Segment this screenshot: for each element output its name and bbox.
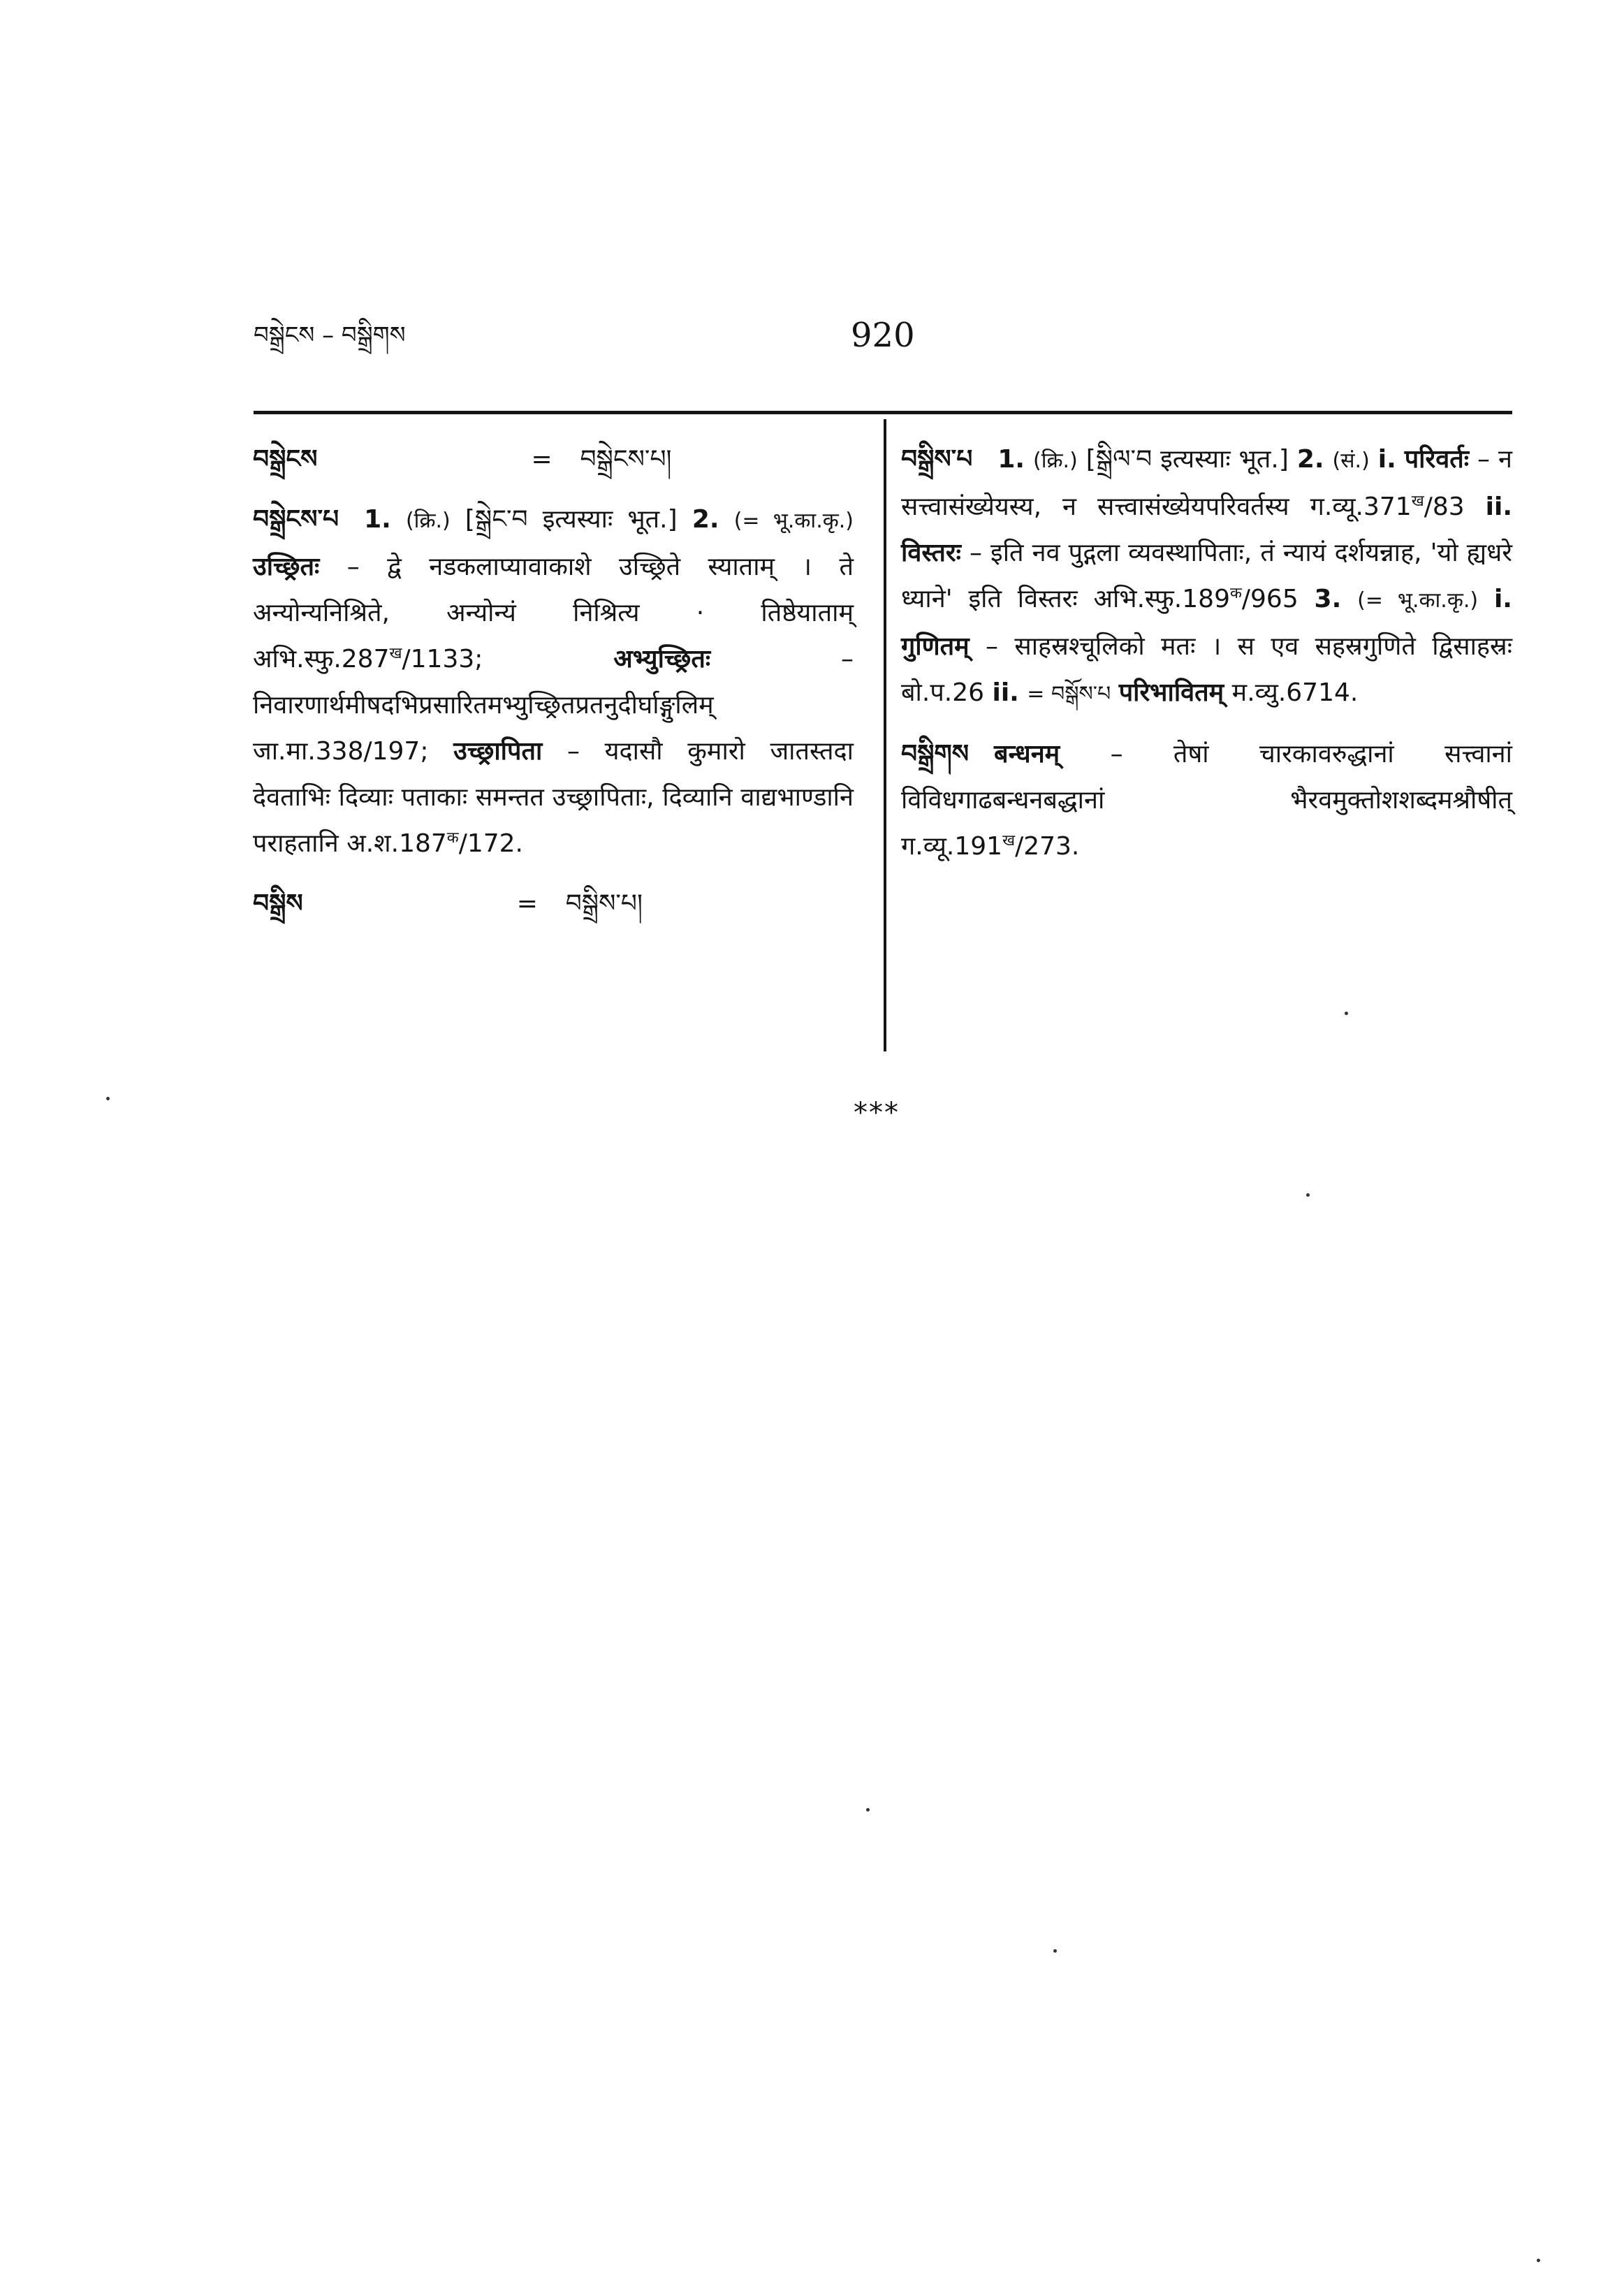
citation-text: /1133; <box>402 645 483 673</box>
citation-text: – न सत्त्वासंख्येयस्य, न सत्त्वासंख्येयपरिवर्तस्य ग.व्यू.371 <box>901 445 1512 521</box>
sense-number: 1. <box>364 505 391 534</box>
citation-text: – साहस्रश्चूलिको मतः । स एव सहस्रगुणिते द्विसाहस्रः बो.प.26 <box>901 632 1512 707</box>
header-rule <box>254 411 1512 414</box>
grammar-label: (क्रि.) <box>405 509 451 533</box>
scan-speck <box>866 1808 870 1812</box>
citation-text: /172. <box>458 829 523 858</box>
sanskrit-equivalent: उच्छ्रापिता <box>453 737 543 766</box>
citation-text: – द्वे नडकलाप्यावाकाशे उच्छ्रिते स्याताम् । ते अन्योन्यनिश्रिते, अन्योन्यं निश्रित्य · तिष्ठेयाताम् अभि.स्फु.287 <box>253 553 854 673</box>
scan-speck <box>1537 2259 1540 2262</box>
right-column <box>901 437 1512 884</box>
folio-side: ख <box>1002 832 1016 850</box>
sanskrit-equivalent: परिभावितम् <box>1118 678 1224 707</box>
folio-side: ख <box>1411 493 1424 510</box>
equals-sign: = <box>516 889 538 918</box>
headword: བསྒྲིས <box>253 889 303 918</box>
cross-reference: = བསྒོས་པ <box>1027 682 1111 706</box>
entry-bsgrengs <box>253 437 854 483</box>
etymology-note: [སྒྲིལ་བ इत्यस्याः भूत.] <box>1085 445 1289 474</box>
folio-side: ख <box>389 645 402 662</box>
grammar-label: (= भू.का.कृ.) <box>1357 588 1479 613</box>
folio-side: क <box>446 829 459 847</box>
section-end-asterisks: *** <box>854 1097 900 1129</box>
sense-number: 1. <box>997 445 1025 474</box>
grammar-label: (= भू.का.कृ.) <box>733 509 854 533</box>
column-divider <box>884 419 886 1051</box>
citation-text: – निवारणार्थमीषदभिप्रसारितमभ्युच्छ्रितप्रतनुदीर्घाङ्गुलिम् जा.मा.338/197; <box>253 645 854 766</box>
left-column <box>253 437 854 941</box>
folio-side: क <box>1229 585 1242 602</box>
entry-bsgris <box>253 881 854 927</box>
subsense-marker: ii. <box>992 678 1019 707</box>
sanskrit-equivalent: बन्धनम् <box>994 740 1060 768</box>
sanskrit-equivalent: गुणितम् <box>901 632 970 661</box>
subsense-marker: i. <box>1377 445 1396 474</box>
grammar-label: (सं.) <box>1332 449 1370 473</box>
scan-speck <box>106 1097 110 1100</box>
sanskrit-equivalent: परिवर्तः <box>1404 445 1470 474</box>
cross-reference: བསྒྲིས་པ། <box>565 889 643 918</box>
citation-text: – तेषां चारकावरुद्धानां सत्त्वानां विविधगाढबन्धनबद्धानां भैरवमुक्तोशशब्दमश्रौषीत् ग.व्यू.191 <box>901 740 1512 861</box>
citation-text: – इति नव पुद्गला व्यवस्थापिताः, तं न्यायं दर्शयन्नाह, 'यो ह्यधरे ध्याने' इति विस्तरः अभि.स्फु.189 <box>901 539 1512 613</box>
sense-number: 3. <box>1314 585 1342 613</box>
subsense-marker: ii. <box>1485 493 1512 521</box>
page-header <box>254 314 1511 370</box>
headword: བསྒྲིགས <box>901 740 970 768</box>
etymology-note: [སྒྲེང་བ इत्यस्याः भूत.] <box>464 505 678 534</box>
citation-text: – यदासौ कुमारो जातस्तदा देवताभिः दिव्याः पताकाः समन्तत उच्छ्रापिताः, दिव्यानि वाद्यभाण्डानि पराहतानि अ.श.187 <box>253 737 854 858</box>
citation-text: म.व्यु.6714. <box>1231 678 1359 707</box>
citation-text: /965 <box>1241 585 1299 613</box>
entry-bsgris-pa <box>901 437 1512 717</box>
entry-bsgrengs-pa <box>253 497 854 867</box>
scan-speck <box>1345 1012 1348 1015</box>
grammar-label: (क्रि.) <box>1033 449 1078 473</box>
running-head: བསྒྲེངས – བསྒྲིགས <box>254 321 406 349</box>
sense-number: 2. <box>1296 445 1324 474</box>
subsense-marker: i. <box>1493 585 1512 613</box>
citation-text: /83 <box>1424 493 1465 521</box>
page-number: 920 <box>851 316 915 355</box>
sense-number: 2. <box>692 505 719 534</box>
cross-reference: བསྒྲེངས་པ། <box>580 445 672 474</box>
equals-sign: = <box>531 445 553 474</box>
sanskrit-equivalent: विस्तरः <box>901 539 961 567</box>
scan-speck <box>1053 1949 1057 1953</box>
citation-text: /273. <box>1015 832 1080 861</box>
sanskrit-equivalent: उच्छ्रितः <box>253 553 320 581</box>
scan-speck <box>1306 1193 1310 1197</box>
entry-bsgrigs <box>901 731 1512 870</box>
sanskrit-equivalent: अभ्युच्छ्रितः <box>613 645 711 673</box>
headword: བསྒྲིས་པ <box>901 445 973 474</box>
headword: བསྒྲེངས <box>253 445 318 474</box>
headword: བསྒྲེངས་པ <box>253 505 339 534</box>
